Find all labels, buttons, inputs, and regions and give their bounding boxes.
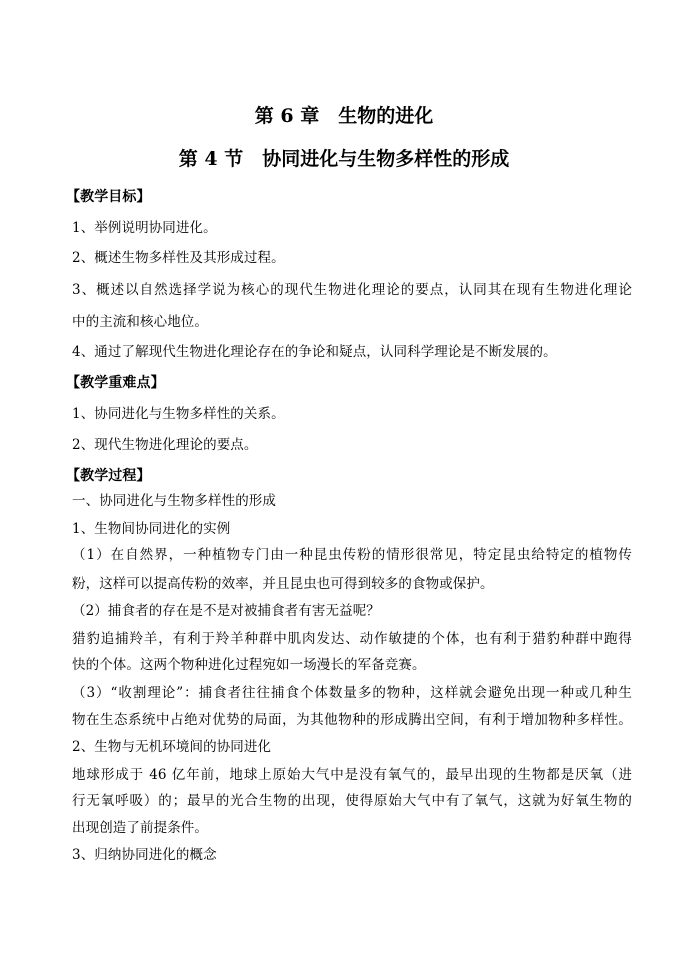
objective-item-3-line-2: 中的主流和核心地位。 — [72, 314, 208, 330]
paragraph-2: （2）捕食者的存在是不是对被捕食者有害无益呢？ — [72, 603, 380, 619]
objective-item-1: 1、举例说明协同进化。 — [72, 220, 217, 236]
paragraph-3-line-1: 猎豹追捕羚羊，有利于羚羊种群中肌肉发达、动作敏捷的个体，也有利于猎豹种群中跑得 — [72, 631, 632, 647]
paragraph-5-line-1: 地球形成于 46 亿年前，地球上原始大气中是没有氧气的，最早出现的生物都是厌氧（进 — [72, 767, 632, 783]
objective-item-2: 2、概述生物多样性及其形成过程。 — [72, 250, 285, 266]
objective-item-3-line-1: 3、概述以自然选择学说为核心的现代生物进化理论的要点，认同其在现有生物进化理论 — [72, 282, 632, 298]
paragraph-1-line-1: （1）在自然界，一种植物专门由一种昆虫传粉的情形很常见，特定昆虫给特定的植物传 — [72, 547, 632, 563]
paragraph-3-line-2: 快的个体。这两个物种进化过程宛如一场漫长的军备竞赛。 — [72, 657, 426, 673]
process-sub-3-title: 3、归纳协同进化的概念 — [72, 847, 217, 863]
paragraph-1-line-2: 粉，这样可以提高传粉的效率，并且昆虫也可得到较多的食物或保护。 — [72, 576, 494, 592]
objective-item-4: 4、通过了解现代生物进化理论存在的争论和疑点，认同科学理论是不断发展的。 — [72, 344, 557, 360]
key-point-item-2: 2、现代生物进化理论的要点。 — [72, 437, 258, 453]
key-point-item-1: 1、协同进化与生物多样性的关系。 — [72, 406, 285, 422]
process-sub-2-title: 2、生物与无机环境间的协同进化 — [72, 739, 272, 755]
objectives-heading: 【教学目标】 — [66, 189, 151, 205]
paragraph-5-line-3: 出现创造了前提条件。 — [72, 820, 208, 836]
process-sub-1-title: 1、生物间协同进化的实例 — [72, 521, 231, 537]
paragraph-4-line-2: 物在生态系统中占绝对优势的局面，为其他物种的形成腾出空间，有利于增加物种多样性。 — [72, 712, 632, 728]
process-part-1-title: 一、协同进化与生物多样性的形成 — [72, 493, 276, 509]
chapter-title: 第 6 章 生物的进化 — [254, 105, 434, 127]
paragraph-5-line-2: 行无氧呼吸）的；最早的光合生物的出现，使得原始大气中有了氧气，这就为好氧生物的 — [72, 793, 632, 809]
key-points-heading: 【教学重难点】 — [66, 375, 165, 391]
section-title: 第 4 节 协同进化与生物多样性的形成 — [178, 148, 510, 170]
process-heading: 【教学过程】 — [66, 468, 151, 484]
paragraph-4-line-1: （3）“收割理论”：捕食者往往捕食个体数量多的物种，这样就会避免出现一种或几种生 — [72, 685, 632, 701]
